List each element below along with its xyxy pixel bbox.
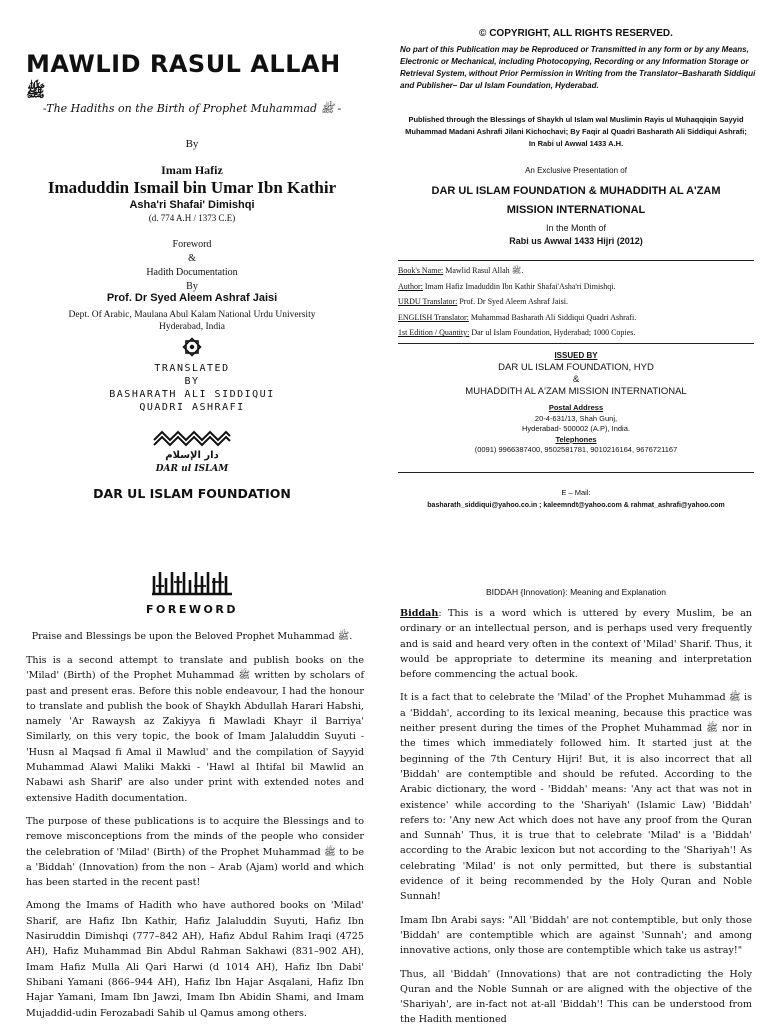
foreword-paragraph-3: Among the Imams of Hadith who have authored books on 'Milad' Sharif, are Hafiz Ibn Kathir, Hafiz Jalaluddin Suyuti, Hafiz Ibn Nasiruddin Dimishqi (777–842 AH), Hafiz Abdul Rahim Iraqi (4725 AH), Hafiz Muhammad Bin Abdul Rahman Sakhawi (831–902 AH), Imam Hafiz Mulla Ali Qari Harwi (d 1014 AH), Hafiz Ibn Dabi' Shibani Yamani (866–944 AH), Hafiz Ibn Hajar Asqalani, Hafiz Ibn Hajar Yamani, Imam Ibn Jawzi, Imam Ibn Abidin Shami, and Imam Mujaddid-udin Ferozabadi Sahib ul Qamus among others. [26,900,364,1019]
book-detail-value: Dar ul Islam Foundation, Hyderabad; 1000 Copies. [469,328,636,337]
issued-org-2: MUHADDITH AL A'ZAM MISSION INTERNATIONAL [465,386,687,397]
month-date: Rabi us Awwal 1433 Hijri (2012) [509,236,643,246]
author-name: Imaduddin Ismail bin Umar Ibn Kathir [47,178,337,197]
amp-label: & [188,253,196,264]
org-line-1: DAR UL ISLAM FOUNDATION & MUHADDITH AL A'ZAM [431,185,721,197]
phone-label: Telephones [555,434,597,444]
hadith-doc-label: Hadith Documentation [146,267,238,278]
book-title [26,50,366,106]
foreword-label: Foreword [172,239,212,250]
foreword-page [0,512,384,1024]
biddah-paragraph-3: Imam Ibn Arabi says: "All 'Biddah' are not contemptible, but only those 'Biddah' are contemptible which are against 'Sunnah'; and among innovative actions, only those are contemptible which take us astray!" [400,914,752,957]
logo-latin-text: DAR ul ISLAM [155,464,229,474]
exclusive-label: An Exclusive Presentation of [525,166,627,175]
title-page [0,0,384,512]
postal-label: Postal Address [548,403,604,412]
foreword-credit [0,238,384,294]
translated-credit [0,362,384,414]
dept-line-2: Hyderabad, India [159,322,225,332]
author-sub: Asha'ri Shafai' Dimishqi [129,199,255,211]
blessings-text: Published through the Blessings of Shaykh ul Islam wal Muslimin Rayis ul Muhaqqiqin Sayyid Muhammad Madani Ashrafi Jilani Kichochavi; By Faqir al Quadri Basharath Ali Siddiqui Ashrafi; In Rabi ul Awwal 1433 A.H. [405,115,747,148]
translated-label: TRANSLATED [154,363,230,374]
book-subtitle: -The Hadiths on the Birth of Prophet Muhammad ﷺ - [42,102,342,115]
postal-line-1: 20-4-631/13, Shah Gunj, [534,413,618,423]
foreword-title: FOREWORD [146,603,238,616]
book-title-text: MAWLID RASUL ALLAH [26,50,341,78]
copyright-page [384,0,768,512]
book-detail-value: Mawlid Rasul Allah ﷺ. [443,266,524,275]
divider [398,472,754,473]
translator-name-1: BASHARATH ALI SIDDIQUI [109,389,275,400]
month-info [384,222,768,248]
issued-org-1: DAR UL ISLAM FOUNDATION, HYD [498,362,654,373]
translator-name-2: QUADRI ASHRAFI [139,402,245,413]
biddah-page [384,512,768,1024]
biddah-term: Biddah [400,608,439,619]
prof-name: Prof. Dr Syed Aleem Ashraf Jaisi [106,292,278,304]
divider [398,260,754,261]
copyright-notice: No part of this Publication may be Reproduced or Transmitted in any form or by any Means, Electronic or Mechanical, including Photocopying, Recording or any Information Storage or Retrieval System, without Prior Permission in Writing from the Translator–Basharath Siddiqui and Publisher– Dar ul Islam Foundation, Hyderabad. [400,45,756,90]
issued-by-block [384,350,768,398]
org-line-2: MISSION INTERNATIONAL [506,204,646,216]
author-dates: (d. 774 A.H / 1373 C.E) [148,213,236,223]
copyright-heading: © COPYRIGHT, ALL RIGHTS RESERVED. [479,28,673,39]
book-detail-key: ENGLISH Translator: [398,312,469,322]
biddah-paragraph-2: It is a fact that to celebrate the 'Milad' of the Prophet Muhammad ﷺ is a 'Biddah', according to its lexical meaning, because this practice was neither present during the times of the Prophet Muhammad ﷺ nor in the times which immediately followed him. It started just at the beginning of the 7th Century Hijri! But, it is also incorrect that all 'Biddah' are contemptible and should be refuted. According to the Arabic dictionary, the word - 'Biddah' means: 'Any act that was not in existence' while according to the 'Shariyah' (Islamic Law) 'Biddah' refers to: 'Any new Act which does not have any proof from the Quran and Sunnah' Thus, it is true that to celebrate 'Milad' is a 'Biddah' according to the Arabic lexicon but not according to the 'Shariyah'! As celebrating 'Milad' is not only permitted, but there is substantial evidence of it being recommended by the Holy Quran and Noble Sunnah! [400,692,752,903]
foreword-paragraph-2: The purpose of these publications is to acquire the Blessings and to remove misconceptions from the minds of the people who consider the celebration of 'Milad' (Birth) of the Prophet Muhammad ﷺ to be a 'Biddah' (Innovation) from the non – Arab (Ajam) world and which has been started in the recent past! [26,815,364,889]
email-label: E – Mail: [561,488,591,497]
book-detail-row [398,325,754,341]
knot-ornament-icon [181,336,203,358]
book-detail-row [398,294,754,310]
book-details [398,263,754,341]
book-detail-key: Book's Name: [398,266,444,275]
biddah-paragraph-1 [400,606,752,682]
biddah-title: BIDDAH {Innovation}: Meaning and Explanation [485,587,667,597]
biddah-paragraph-1-text: : This is a word which is uttered by every Muslim, be an ordinary or an intellectual person, and is perhaps used very frequently and is said and heard very often in the context of 'Milad' Sharif. Thus, it would be appropriate to determine its meaning and interpretation before commencing the actual book. [400,608,752,681]
book-detail-row [398,279,754,295]
issued-label: ISSUED BY [554,351,598,360]
divider [398,343,754,344]
postal-line-2: Hyderabad- 500002 (A.P), India. [522,424,630,433]
dept-info [30,309,354,333]
book-detail-value: Imam Hafiz Imaduddin Ibn Kathir Shafai'Asha'ri Dimishqi. [422,281,616,291]
book-detail-row [398,263,754,279]
foreword-body [26,653,364,1024]
biddah-paragraph-4: Thus, all 'Biddah' (Innovations) that are not contradicting the Holy Quran and the Noble Sunnah or are aligned with the objective of the 'Shariyah', are in-fact not at-all 'Biddah'! This can be understood from the Hadith mentioned [400,968,752,1024]
book-detail-key: URDU Translator: [398,297,458,306]
book-detail-key: Author: [398,281,423,291]
dept-line-1: Dept. Of Arabic, Maulana Abul Kalam National Urdu University [68,310,316,320]
biddah-body [400,606,752,1024]
foreword-opening: Praise and Blessings be upon the Beloved Prophet Muhammad ﷺ. [31,631,353,642]
by-label-2: By [186,281,198,292]
author-prefix: Imam Hafiz [161,163,223,177]
phone-numbers: (0091) 9966387400, 9502581781, 9010216164, 9676721167 [474,445,678,454]
book-detail-value: Prof. Dr Syed Aleem Ashraf Jaisi. [457,297,568,306]
book-detail-value: Muhammad Basharath Ali Siddiqui Quadri Ashrafi. [468,312,637,322]
logo-arabic-text: دار الإسلام [165,450,219,461]
by-label-3: BY [184,376,200,387]
seal-glyph: ﷺ [26,81,46,101]
org-name [404,182,748,220]
postal-block [384,403,768,456]
book-detail-key: 1st Edition / Quantity: [398,328,470,337]
by-label: By [185,138,199,150]
foundation-name: DAR UL ISLAM FOUNDATION [93,486,291,501]
book-detail-row [398,310,754,326]
issued-amp: & [572,374,580,385]
month-line: In the Month of [545,223,607,233]
bismillah-calligraphy [150,568,234,598]
foreword-paragraph-1: This is a second attempt to translate and publish books on the 'Milad' (Birth) of the Prophet Muhammad ﷺ written by scholars of past and present eras. Before this noble endeavour, I had the honour to translate and publish the book of Shaykh Abdullah Harari Habshi, namely 'Ar Rawaysh az Zakiyya fi Mawladi Khayr il Barriya' Similarly, on this very topic, the book of Imam Jalaluddin Suyuti - 'Husn al Maqsad fi Amal il Mawlud' and the compilation of Sayyid Muhammad Alawi Maliki Makki - 'Hawl al Ihtifal bil Mawlid an Nabawi ash Sharif' are also under print with extended notes and extensive Hadith documentation. [26,655,364,804]
calligraphy-logo [150,430,234,474]
email-addresses[interactable]: basharath_siddiqui@yahoo.co.in ; kaleemndt@yahoo.com & rahmat_ashrafi@yahoo.com [427,502,725,509]
